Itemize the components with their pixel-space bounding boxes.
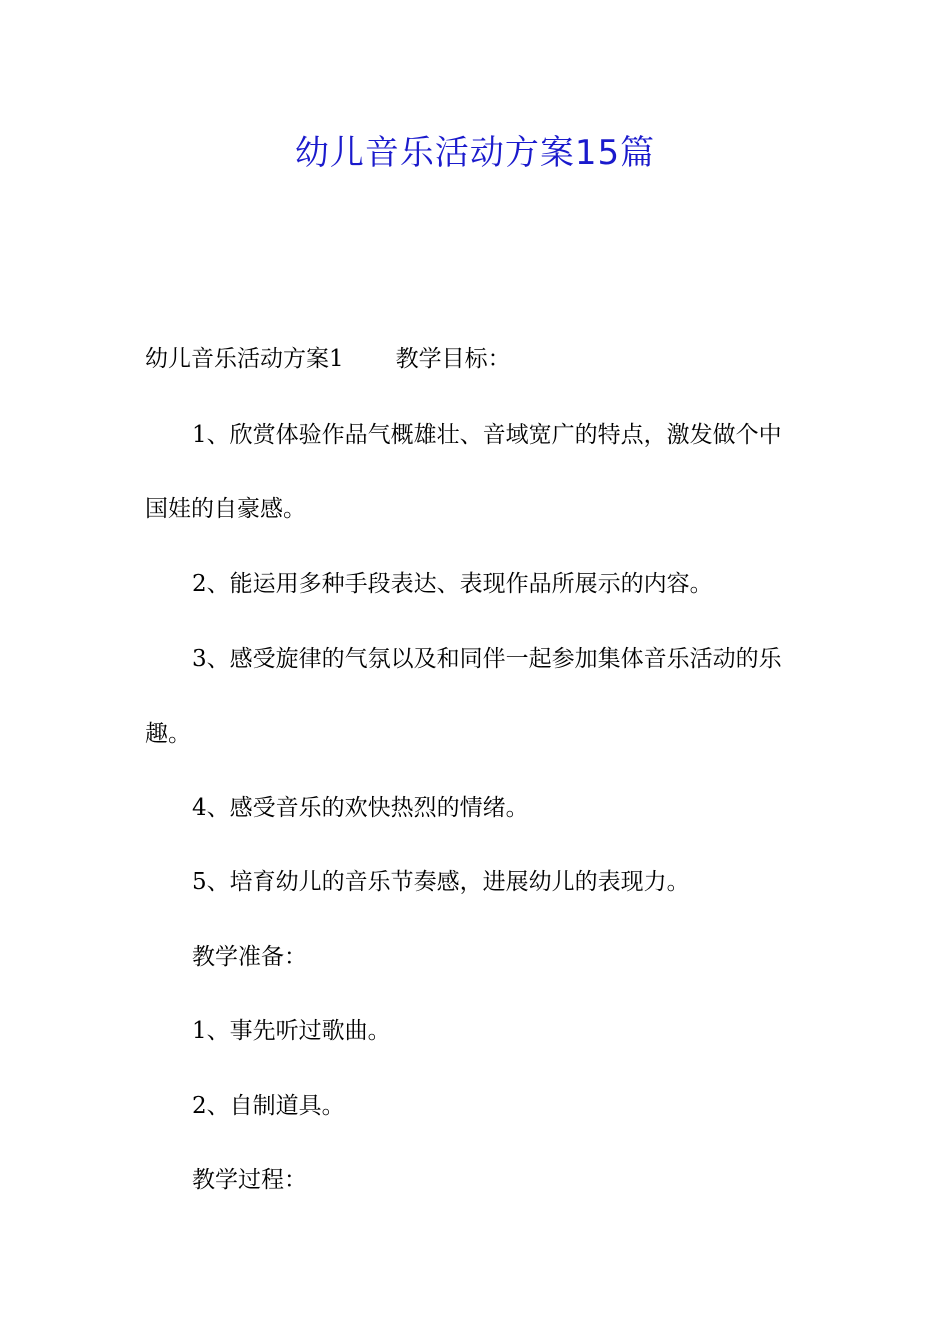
goal-item-5: 5、培育幼儿的音乐节奏感，进展幼儿的表现力。 — [192, 869, 690, 895]
preparation-heading: 教学准备： — [192, 944, 307, 970]
teaching-goal-heading: 教学目标： — [395, 346, 511, 372]
goal-item-2: 2、能运用多种手段表达、表现作品所展示的内容。 — [192, 571, 713, 597]
goal-item-1-line-2: 国娃的自豪感。 — [145, 496, 306, 522]
section-heading-line — [145, 343, 511, 375]
document-title: 幼儿音乐活动方案15篇 — [294, 133, 656, 173]
preparation-item-2: 2、自制道具。 — [192, 1093, 345, 1119]
goal-item-3-line-1: 3、感受旋律的气氛以及和同伴一起参加集体音乐活动的乐 — [192, 646, 782, 672]
goal-item-3-line-2: 趣。 — [145, 721, 191, 747]
goal-item-4: 4、感受音乐的欢快热烈的情绪。 — [192, 795, 529, 821]
goal-item-1-line-1: 1、欣赏体验作品气概雄壮、音域宽广的特点，激发做个中 — [192, 422, 782, 448]
process-heading: 教学过程： — [192, 1167, 307, 1193]
preparation-item-1: 1、事先听过歌曲。 — [192, 1018, 391, 1044]
plan-heading: 幼儿音乐活动方案1 — [145, 346, 344, 372]
